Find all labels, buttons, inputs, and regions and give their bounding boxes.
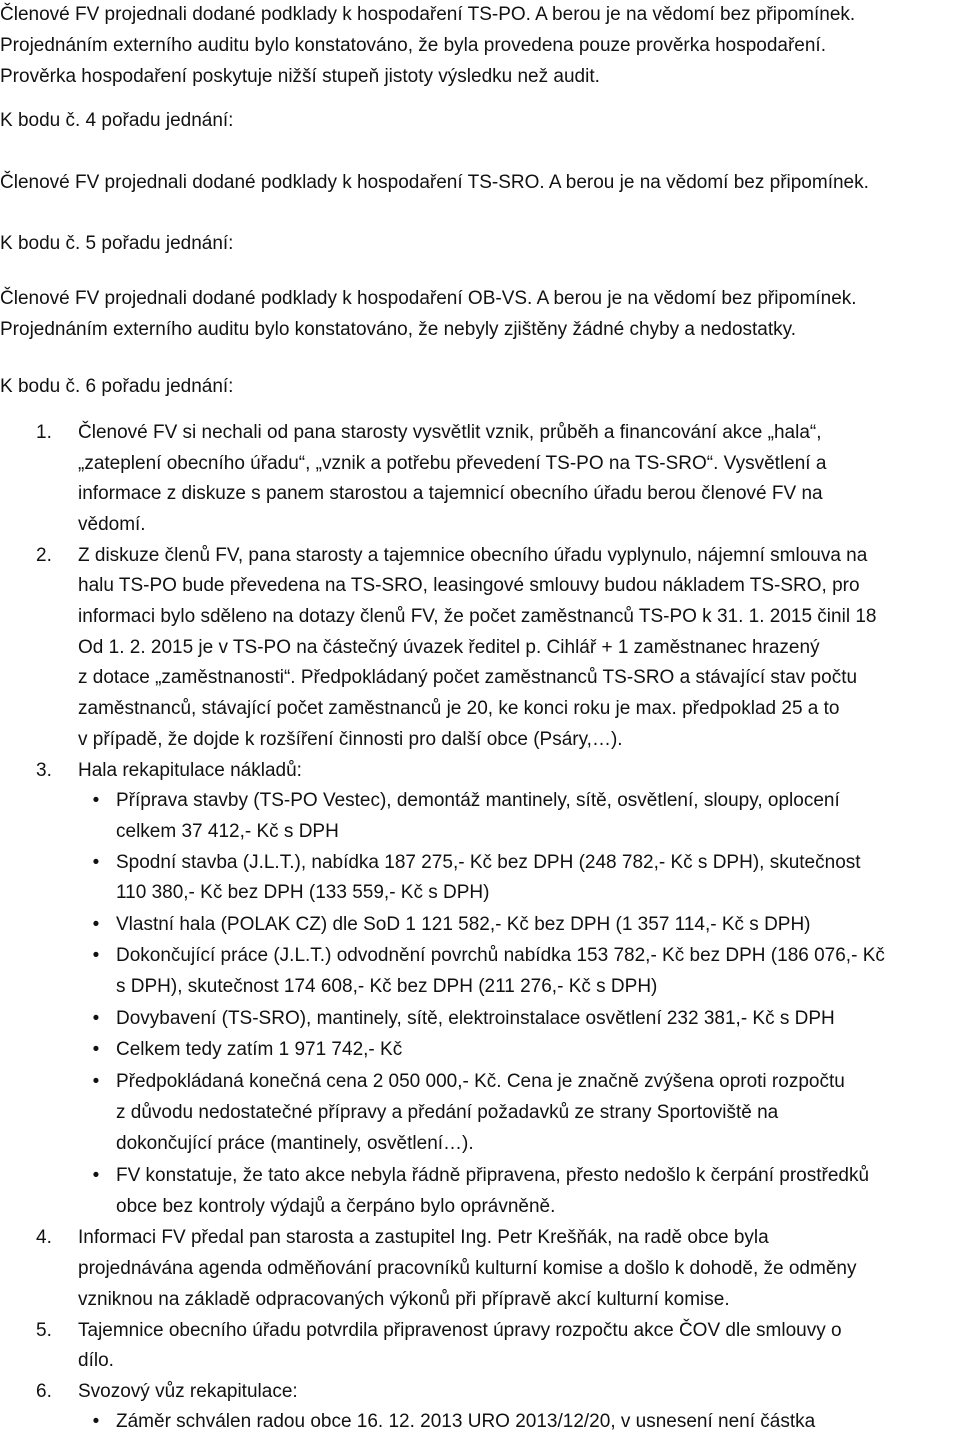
section-heading: K bodu č. 5 pořadu jednání: (0, 233, 234, 254)
item-line: „zateplení obecního úřadu“, „vznik a potřebu převedení TS-PO na TS-SRO“. Vysvětlení a (78, 453, 827, 474)
bullet-dot: • (92, 1071, 100, 1092)
bullet-dot: • (92, 1165, 100, 1186)
item-line: Členové FV si nechali od pana starosty vysvětlit vznik, průběh a financování akce „hala“, (78, 422, 822, 443)
intro-line: Členové FV projednali dodané podklady k hospodaření TS-PO. A berou je na vědomí bez připomínek. (0, 4, 856, 25)
bullet-dot: • (92, 1039, 100, 1060)
bullet-line: s DPH), skutečnost 174 608,- Kč bez DPH (211 276,- Kč s DPH) (116, 976, 658, 997)
item-number: 3. (36, 760, 52, 781)
bullet-dot: • (92, 1008, 100, 1029)
bullet-line: FV konstatuje, že tato akce nebyla řádně připravena, přesto nedošlo k čerpání prostředků (116, 1165, 870, 1186)
item-line: Tajemnice obecního úřadu potvrdila připravenost úpravy rozpočtu akce ČOV dle smlouvy o (78, 1320, 842, 1341)
bullet-line: Záměr schválen radou obce 16. 12. 2013 URO 2013/12/20, v usnesení není částka (116, 1411, 816, 1432)
section-heading: K bodu č. 6 pořadu jednání: (0, 376, 234, 397)
item-line: vzniknou na základě odpracovaných výkonů při přípravě akcí kulturní komise. (78, 1289, 730, 1310)
bullet-line: obce bez kontroly výdajů a čerpáno bylo oprávněně. (116, 1196, 556, 1217)
bullet-line: 110 380,- Kč bez DPH (133 559,- Kč s DPH) (116, 882, 490, 903)
bullet-line: Dokončující práce (J.L.T.) odvodnění povrchů nabídka 153 782,- Kč bez DPH (186 076,- Kč (116, 945, 885, 966)
item-line: projednávána agenda odměňování pracovníků kulturní komise a došlo k dohodě, že odměny (78, 1258, 857, 1279)
bullet-line: Celkem tedy zatím 1 971 742,- Kč (116, 1039, 403, 1060)
intro-line: Projednáním externího auditu bylo konstatováno, že byla provedena pouze prověrka hospodaření. (0, 35, 826, 56)
item-number: 2. (36, 545, 52, 566)
bullet-line: Vlastní hala (POLAK CZ) dle SoD 1 121 582,- Kč bez DPH (1 357 114,- Kč s DPH) (116, 914, 811, 935)
item-line: vědomí. (78, 514, 146, 535)
item-line: halu TS-PO bude převedena na TS-SRO, leasingové smlouvy budou nákladem TS-SRO, pro (78, 575, 860, 596)
bullet-dot: • (92, 790, 100, 811)
section-line: Projednáním externího auditu bylo konstatováno, že nebyly zjištěny žádné chyby a nedostatky. (0, 319, 797, 340)
bullet-dot: • (92, 1411, 100, 1432)
item-number: 6. (36, 1381, 52, 1402)
bullet-dot: • (92, 852, 100, 873)
item-number: 5. (36, 1320, 52, 1341)
item-line: Od 1. 2. 2015 je v TS-PO na částečný úvazek ředitel p. Cihlář + 1 zaměstnanec hrazený (78, 637, 820, 658)
bullet-dot: • (92, 945, 100, 966)
bullet-dot: • (92, 914, 100, 935)
bullet-line: Dovybavení (TS-SRO), mantinely, sítě, elektroinstalace osvětlení 232 381,- Kč s DPH (116, 1008, 835, 1029)
item-line: Informaci FV předal pan starosta a zastupitel Ing. Petr Krešňák, na radě obce byla (78, 1227, 769, 1248)
item-line: informaci bylo sděleno na dotazy členů FV, že počet zaměstnanců TS-PO k 31. 1. 2015 činil 18 (78, 606, 877, 627)
item-line: informace z diskuze s panem starostou a tajemnicí obecního úřadu berou členové FV na (78, 483, 823, 504)
item-line: Svozový vůz rekapitulace: (78, 1381, 298, 1402)
bullet-line: Spodní stavba (J.L.T.), nabídka 187 275,- Kč bez DPH (248 782,- Kč s DPH), skutečnost (116, 852, 861, 873)
bullet-line: dokončující práce (mantinely, osvětlení…). (116, 1133, 474, 1154)
section-heading: K bodu č. 4 pořadu jednání: (0, 110, 234, 131)
section-line: Členové FV projednali dodané podklady k hospodaření OB-VS. A berou je na vědomí bez připomínek. (0, 288, 857, 309)
bullet-line: Předpokládaná konečná cena 2 050 000,- Kč. Cena je značně zvýšena oproti rozpočtu (116, 1071, 845, 1092)
item-number: 1. (36, 422, 52, 443)
bullet-line: celkem 37 412,- Kč s DPH (116, 821, 339, 842)
item-line: v případě, že dojde k rozšíření činnosti pro další obce (Psáry,…). (78, 729, 623, 750)
item-number: 4. (36, 1227, 52, 1248)
item-line: Z diskuze členů FV, pana starosty a tajemnice obecního úřadu vyplynulo, nájemní smlouva na (78, 545, 868, 566)
item-line: dílo. (78, 1350, 114, 1371)
section-line: Členové FV projednali dodané podklady k hospodaření TS-SRO. A berou je na vědomí bez připomínek. (0, 172, 869, 193)
bullet-line: z důvodu nedostatečné přípravy a předání požadavků ze strany Sportoviště na (116, 1102, 779, 1123)
item-line: z dotace „zaměstnanosti“. Předpokládaný počet zaměstnanců TS-SRO a stávající stav počtu (78, 667, 858, 688)
item-line: zaměstnanců, stávající počet zaměstnanců je 20, ke konci roku je max. předpoklad 25 a to (78, 698, 840, 719)
item-line: Hala rekapitulace nákladů: (78, 760, 302, 781)
intro-line: Prověrka hospodaření poskytuje nižší stupeň jistoty výsledku než audit. (0, 66, 600, 87)
bullet-line: Příprava stavby (TS-PO Vestec), demontáž mantinely, sítě, osvětlení, sloupy, oplocení (116, 790, 840, 811)
